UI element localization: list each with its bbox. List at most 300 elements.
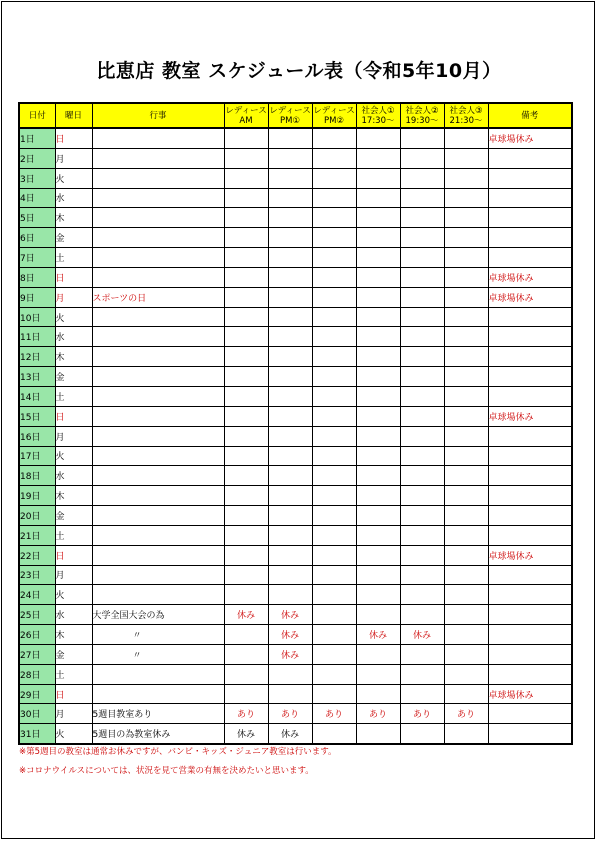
weekday-cell: 日 [55, 406, 92, 426]
note-cell [488, 188, 572, 208]
slot-cell [224, 585, 268, 605]
date-cell: 26日 [19, 625, 55, 645]
slot-cell [400, 248, 444, 268]
slot-cell [356, 208, 400, 228]
note-cell [488, 704, 572, 724]
slot-cell [444, 724, 488, 744]
table-row [19, 367, 572, 387]
date-cell: 24日 [19, 585, 55, 605]
slot-cell [400, 545, 444, 565]
table-row [19, 545, 572, 565]
slot-cell [268, 446, 312, 466]
slot-cell [444, 644, 488, 664]
slot-cell [444, 565, 488, 585]
slot-cell [356, 307, 400, 327]
slot-cell: 休み [400, 625, 444, 645]
weekday-cell: 水 [55, 188, 92, 208]
date-cell: 30日 [19, 704, 55, 724]
slot-cell [268, 347, 312, 367]
slot-cell [268, 585, 312, 605]
slot-cell [268, 525, 312, 545]
note-cell [488, 466, 572, 486]
slot-cell [268, 367, 312, 387]
weekday-cell: 火 [55, 168, 92, 188]
weekday-cell: 月 [55, 565, 92, 585]
slot-cell: 休み [356, 625, 400, 645]
slot-cell [356, 128, 400, 148]
footnote-fifth-week: ※第5週目の教室は通常お休みですが、バンビ・キッズ・ジュニア教室は行います。 [19, 747, 337, 757]
table-row [19, 267, 572, 287]
slot-cell [224, 525, 268, 545]
slot-cell [400, 148, 444, 168]
note-cell [488, 426, 572, 446]
slot-cell: あり [400, 704, 444, 724]
slot-cell [356, 406, 400, 426]
weekday-cell: 木 [55, 625, 92, 645]
slot-cell [356, 446, 400, 466]
slot-cell [224, 128, 268, 148]
slot-cell [400, 228, 444, 248]
slot-cell [400, 307, 444, 327]
weekday-cell: 月 [55, 426, 92, 446]
slot-cell [444, 307, 488, 327]
table-row [19, 188, 572, 208]
header-slot-adult3: 社会人③ 21:30～ [444, 103, 488, 128]
date-cell: 5日 [19, 208, 55, 228]
weekday-cell: 日 [55, 267, 92, 287]
header-dow: 曜日 [55, 103, 92, 128]
date-cell: 8日 [19, 267, 55, 287]
slot-cell [444, 228, 488, 248]
slot-cell [444, 128, 488, 148]
slot-cell [400, 426, 444, 446]
slot-cell [444, 367, 488, 387]
event-cell [92, 168, 224, 188]
table-row [19, 327, 572, 347]
note-cell [488, 525, 572, 545]
slot-cell [312, 446, 356, 466]
event-cell [92, 664, 224, 684]
note-cell [488, 248, 572, 268]
table-row [19, 506, 572, 526]
slot-cell [444, 466, 488, 486]
weekday-cell: 金 [55, 228, 92, 248]
slot-cell [356, 506, 400, 526]
slot-cell [268, 307, 312, 327]
note-cell: 卓球場休み [488, 545, 572, 565]
note-cell [488, 585, 572, 605]
slot-cell [312, 307, 356, 327]
slot-cell [400, 168, 444, 188]
slot-cell [444, 625, 488, 645]
slot-cell [224, 565, 268, 585]
event-cell [92, 506, 224, 526]
slot-cell [400, 664, 444, 684]
slot-cell [400, 406, 444, 426]
weekday-cell: 木 [55, 347, 92, 367]
slot-cell: 休み [268, 625, 312, 645]
slot-cell [312, 644, 356, 664]
slot-cell [268, 148, 312, 168]
slot-cell [224, 188, 268, 208]
slot-cell [268, 386, 312, 406]
weekday-cell: 水 [55, 605, 92, 625]
slot-cell [400, 724, 444, 744]
table-row [19, 307, 572, 327]
weekday-cell: 日 [55, 128, 92, 148]
slot-cell: 休み [268, 605, 312, 625]
date-cell: 25日 [19, 605, 55, 625]
event-cell [92, 188, 224, 208]
slot-cell: あり [312, 704, 356, 724]
weekday-cell: 月 [55, 704, 92, 724]
slot-cell [268, 406, 312, 426]
date-cell: 20日 [19, 506, 55, 526]
slot-cell [268, 248, 312, 268]
event-cell [92, 267, 224, 287]
slot-cell [224, 506, 268, 526]
slot-cell [356, 188, 400, 208]
note-cell [488, 347, 572, 367]
slot-cell: 休み [224, 605, 268, 625]
note-cell: 卓球場休み [488, 128, 572, 148]
slot-cell [400, 386, 444, 406]
date-cell: 31日 [19, 724, 55, 744]
slot-cell: 休み [268, 644, 312, 664]
weekday-cell: 火 [55, 724, 92, 744]
slot-cell [356, 486, 400, 506]
header-row [19, 103, 572, 128]
slot-cell [444, 347, 488, 367]
event-cell: 〃 [92, 625, 224, 645]
slot-cell [400, 327, 444, 347]
table-row [19, 406, 572, 426]
slot-cell [444, 426, 488, 446]
event-cell: 大学全国大会の為 [92, 605, 224, 625]
event-cell [92, 327, 224, 347]
slot-cell [312, 506, 356, 526]
slot-cell [224, 347, 268, 367]
slot-cell [268, 327, 312, 347]
slot-cell [312, 347, 356, 367]
table-row [19, 486, 572, 506]
table-row [19, 525, 572, 545]
slot-cell [268, 684, 312, 704]
page-title: 比恵店 教室 スケジュール表（令和5年10月） [96, 60, 502, 82]
slot-cell [356, 168, 400, 188]
table-row [19, 248, 572, 268]
slot-cell [312, 525, 356, 545]
slot-cell [312, 664, 356, 684]
header-slot-ladies-pm2: レディースPM② [312, 103, 356, 128]
slot-cell [400, 486, 444, 506]
slot-cell [444, 248, 488, 268]
date-cell: 27日 [19, 644, 55, 664]
weekday-cell: 金 [55, 506, 92, 526]
weekday-cell: 金 [55, 367, 92, 387]
slot-cell [400, 644, 444, 664]
date-cell: 19日 [19, 486, 55, 506]
slot-cell [444, 406, 488, 426]
slot-cell [400, 287, 444, 307]
note-cell [488, 625, 572, 645]
event-cell [92, 128, 224, 148]
slot-cell [224, 486, 268, 506]
slot-cell [356, 347, 400, 367]
slot-cell [268, 208, 312, 228]
slot-cell [224, 267, 268, 287]
weekday-cell: 日 [55, 684, 92, 704]
header-slot-ladies-pm1: レディースPM① [268, 103, 312, 128]
table-row [19, 208, 572, 228]
weekday-cell: 土 [55, 248, 92, 268]
event-cell [92, 486, 224, 506]
note-cell [488, 168, 572, 188]
header-slot-adult1: 社会人① 17:30～ [356, 103, 400, 128]
event-cell [92, 386, 224, 406]
slot-cell [312, 287, 356, 307]
event-cell [92, 307, 224, 327]
event-cell [92, 466, 224, 486]
slot-cell [444, 148, 488, 168]
slot-cell [224, 426, 268, 446]
weekday-cell: 木 [55, 486, 92, 506]
slot-cell [356, 605, 400, 625]
footnote-corona: ※コロナウイルスについては、状況を見て営業の有無を決めたいと思います。 [19, 766, 314, 776]
slot-cell [444, 525, 488, 545]
event-cell [92, 684, 224, 704]
weekday-cell: 木 [55, 208, 92, 228]
slot-cell [268, 128, 312, 148]
header-event: 行事 [92, 103, 224, 128]
slot-cell [224, 367, 268, 387]
slot-cell [444, 327, 488, 347]
slot-cell [268, 545, 312, 565]
slot-cell [444, 168, 488, 188]
note-cell: 卓球場休み [488, 267, 572, 287]
date-cell: 22日 [19, 545, 55, 565]
weekday-cell: 水 [55, 327, 92, 347]
slot-cell [312, 327, 356, 347]
slot-cell [312, 228, 356, 248]
note-cell: 卓球場休み [488, 684, 572, 704]
event-cell: 5週目の為教室休み [92, 724, 224, 744]
slot-cell [356, 545, 400, 565]
table-row [19, 287, 572, 307]
weekday-cell: 月 [55, 148, 92, 168]
weekday-cell: 月 [55, 287, 92, 307]
event-cell [92, 525, 224, 545]
slot-cell [356, 148, 400, 168]
header-slot-ladies-am: レディースAM [224, 103, 268, 128]
slot-cell [268, 168, 312, 188]
table-row [19, 466, 572, 486]
slot-cell [268, 188, 312, 208]
table-row [19, 585, 572, 605]
event-cell [92, 585, 224, 605]
table-row [19, 228, 572, 248]
event-cell: 5週目教室あり [92, 704, 224, 724]
note-cell [488, 208, 572, 228]
slot-cell [312, 188, 356, 208]
slot-cell [224, 287, 268, 307]
slot-cell [400, 565, 444, 585]
slot-cell [224, 466, 268, 486]
slot-cell [224, 406, 268, 426]
slot-cell [400, 267, 444, 287]
slot-cell [224, 446, 268, 466]
slot-cell [356, 525, 400, 545]
slot-cell [400, 525, 444, 545]
slot-cell [400, 506, 444, 526]
event-cell [92, 248, 224, 268]
slot-cell [312, 625, 356, 645]
note-cell [488, 148, 572, 168]
note-cell [488, 506, 572, 526]
weekday-cell: 日 [55, 545, 92, 565]
slot-cell [400, 208, 444, 228]
slot-cell: あり [356, 704, 400, 724]
slot-cell [268, 506, 312, 526]
slot-cell [444, 208, 488, 228]
date-cell: 11日 [19, 327, 55, 347]
slot-cell [268, 486, 312, 506]
slot-cell [444, 486, 488, 506]
table-row [19, 565, 572, 585]
note-cell [488, 664, 572, 684]
slot-cell: あり [444, 704, 488, 724]
slot-cell [312, 684, 356, 704]
table-row [19, 625, 572, 645]
slot-cell [268, 267, 312, 287]
slot-cell [268, 664, 312, 684]
event-cell [92, 208, 224, 228]
slot-cell [224, 208, 268, 228]
slot-cell [312, 724, 356, 744]
slot-cell [400, 466, 444, 486]
slot-cell [356, 466, 400, 486]
weekday-cell: 火 [55, 585, 92, 605]
slot-cell [268, 565, 312, 585]
slot-cell [312, 466, 356, 486]
date-cell: 28日 [19, 664, 55, 684]
note-cell: 卓球場休み [488, 406, 572, 426]
slot-cell [224, 327, 268, 347]
slot-cell [444, 506, 488, 526]
table-row [19, 426, 572, 446]
note-cell: 卓球場休み [488, 287, 572, 307]
date-cell: 1日 [19, 128, 55, 148]
slot-cell [356, 426, 400, 446]
slot-cell [444, 446, 488, 466]
date-cell: 29日 [19, 684, 55, 704]
event-cell [92, 148, 224, 168]
table-row [19, 128, 572, 148]
slot-cell [400, 684, 444, 704]
table-row [19, 724, 572, 744]
slot-cell [312, 148, 356, 168]
slot-cell [268, 466, 312, 486]
slot-cell [312, 248, 356, 268]
slot-cell [356, 724, 400, 744]
note-cell [488, 307, 572, 327]
weekday-cell: 土 [55, 386, 92, 406]
date-cell: 15日 [19, 406, 55, 426]
weekday-cell: 土 [55, 525, 92, 545]
slot-cell [268, 228, 312, 248]
slot-cell [400, 605, 444, 625]
slot-cell [356, 684, 400, 704]
slot-cell [224, 545, 268, 565]
date-cell: 21日 [19, 525, 55, 545]
slot-cell [356, 367, 400, 387]
slot-cell [312, 605, 356, 625]
slot-cell: 休み [268, 724, 312, 744]
slot-cell [444, 386, 488, 406]
slot-cell [312, 208, 356, 228]
date-cell: 9日 [19, 287, 55, 307]
slot-cell [224, 248, 268, 268]
date-cell: 7日 [19, 248, 55, 268]
weekday-cell: 土 [55, 664, 92, 684]
slot-cell [224, 644, 268, 664]
slot-cell [444, 684, 488, 704]
weekday-cell: 火 [55, 446, 92, 466]
slot-cell [312, 565, 356, 585]
slot-cell [444, 605, 488, 625]
slot-cell [224, 625, 268, 645]
slot-cell [400, 446, 444, 466]
event-cell [92, 406, 224, 426]
slot-cell [444, 585, 488, 605]
slot-cell [356, 565, 400, 585]
table-row [19, 347, 572, 367]
slot-cell [312, 386, 356, 406]
table-row [19, 386, 572, 406]
note-cell [488, 565, 572, 585]
slot-cell [356, 386, 400, 406]
date-cell: 6日 [19, 228, 55, 248]
slot-cell: 休み [224, 724, 268, 744]
event-cell [92, 446, 224, 466]
header-date: 日付 [19, 103, 55, 128]
slot-cell [312, 367, 356, 387]
slot-cell [444, 267, 488, 287]
slot-cell [224, 386, 268, 406]
slot-cell [444, 545, 488, 565]
date-cell: 4日 [19, 188, 55, 208]
note-cell [488, 367, 572, 387]
slot-cell [356, 664, 400, 684]
weekday-cell: 金 [55, 644, 92, 664]
note-cell [488, 228, 572, 248]
note-cell [488, 386, 572, 406]
date-cell: 17日 [19, 446, 55, 466]
slot-cell [356, 327, 400, 347]
note-cell [488, 486, 572, 506]
event-cell [92, 426, 224, 446]
table-row [19, 168, 572, 188]
slot-cell [356, 267, 400, 287]
table-row [19, 704, 572, 724]
note-cell [488, 644, 572, 664]
slot-cell [312, 486, 356, 506]
slot-cell [400, 347, 444, 367]
weekday-cell: 水 [55, 466, 92, 486]
note-cell [488, 446, 572, 466]
note-cell [488, 327, 572, 347]
event-cell: 〃 [92, 644, 224, 664]
